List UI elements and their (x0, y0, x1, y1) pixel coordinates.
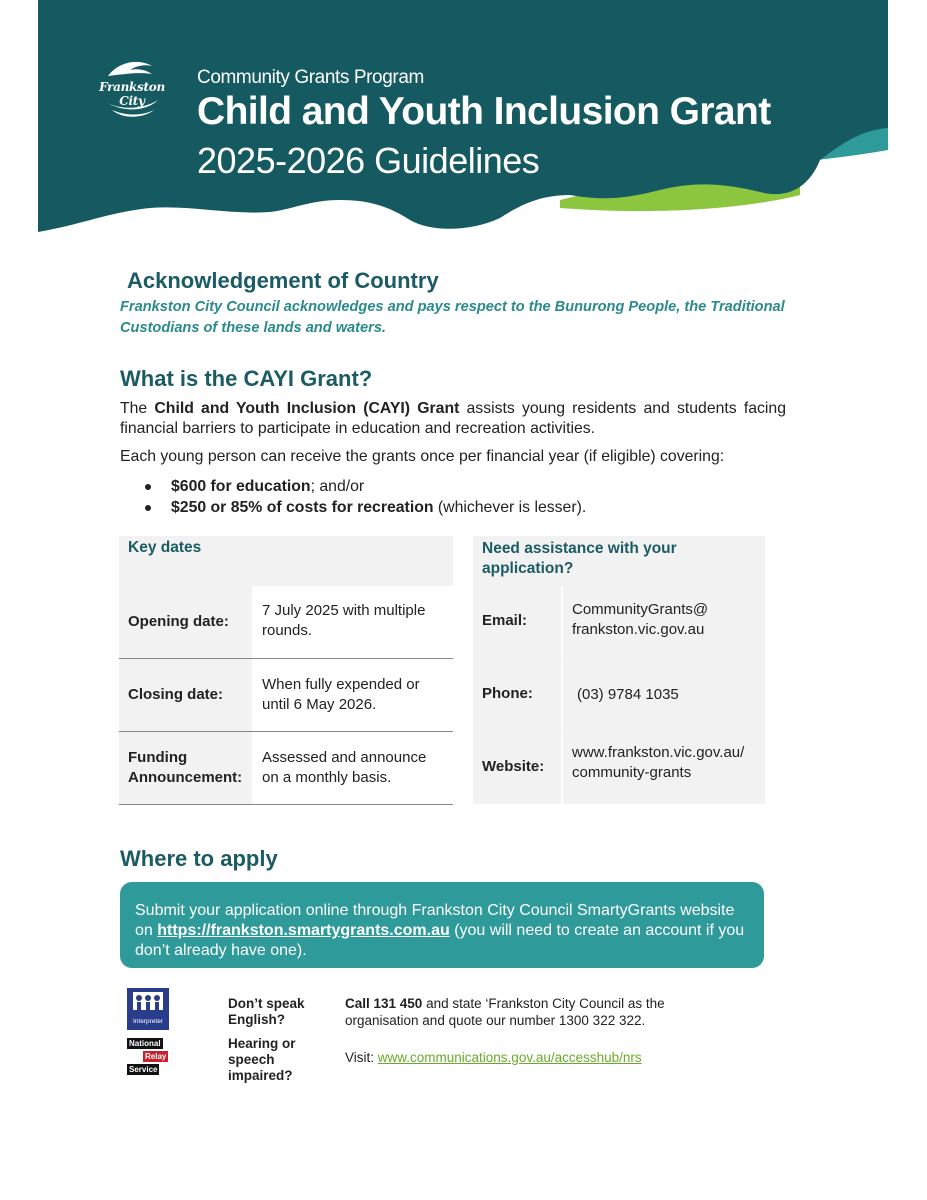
phone-label: Phone: (482, 685, 533, 702)
opening-date-label: Opening date: (128, 613, 229, 630)
non-english-label: Don’t speak English? (228, 996, 305, 1027)
grant-name: Child and Youth Inclusion (CAYI) Grant (154, 400, 460, 417)
acknowledgement-text: Frankston City Council acknowledges and pays respect to the Bunurong People, the Traditional Custodians of these lands and waters. (120, 299, 785, 336)
nrs-visit: Visit: www.communications.gov.au/accesshub/nrs (345, 1050, 642, 1065)
table-row (473, 586, 765, 658)
assistance-heading: Need assistance with your application? (482, 540, 677, 577)
page-subtitle: 2025-2026 Guidelines (197, 140, 540, 181)
smartygrants-link[interactable]: https://frankston.smartygrants.com.au (157, 922, 450, 939)
logo-text: Frankston City (99, 80, 165, 108)
table-row (119, 732, 453, 805)
table-row (119, 659, 453, 732)
table-row (473, 732, 765, 804)
website-label: Website: (482, 758, 545, 775)
page-title: Child and Youth Inclusion Grant (197, 90, 771, 133)
apply-text: Submit your application online through Frankston City Council SmartyGrants website on https://frankston.smartygrants.com.au (you will need to create an account if you don’t already have one). (135, 902, 745, 959)
phone-value: (03) 9784 1035 (577, 686, 679, 703)
apply-callout (120, 882, 764, 968)
interpreter-icon-label: Interpreter (133, 1018, 163, 1025)
frankston-city-logo (86, 58, 178, 130)
eligibility-text: Each young person can receive the grants once per financial year (if eligible) covering: (120, 448, 725, 465)
list-item: $600 for education; and/or (142, 476, 586, 497)
assistance-table (473, 536, 765, 804)
table-row (119, 586, 453, 659)
acknowledgement-heading: Acknowledgement of Country (127, 268, 439, 293)
interpreter-instructions: Call 131 450 and state ‘Frankston City Council as the organisation and quote our number 1300 322 322. (345, 996, 665, 1028)
hearing-impaired-label: Hearing or speech impaired? (228, 1036, 296, 1083)
nrs-link[interactable]: www.communications.gov.au/accesshub/nrs (377, 1050, 642, 1065)
funding-announcement-value: Assessed and announce on a monthly basis. (262, 749, 427, 786)
table-row (473, 659, 765, 731)
program-name: Community Grants Program (197, 67, 424, 88)
email-value[interactable]: CommunityGrants@ frankston.vic.gov.au (572, 601, 709, 638)
what-paragraph: The Child and Youth Inclusion (CAYI) Grant assists young residents and students facing financial barriers to participate in education and recreation activities. (120, 400, 786, 437)
website-value[interactable]: www.frankston.vic.gov.au/ community-grants (572, 744, 745, 781)
interpreter-icon (127, 988, 169, 1030)
list-item: $250 or 85% of costs for recreation (whichever is lesser). (142, 497, 586, 518)
key-dates-table (119, 536, 453, 804)
closing-date-label: Closing date: (128, 686, 224, 703)
closing-date-value: When fully expended or until 6 May 2026. (262, 676, 420, 713)
funding-announcement-label: Funding Announcement: (128, 749, 243, 786)
where-to-apply-heading: Where to apply (120, 846, 278, 871)
national-relay-service-icon: National Relay Service (129, 1039, 167, 1074)
opening-date-value: 7 July 2025 with multiple rounds. (262, 602, 426, 639)
email-label: Email: (482, 612, 528, 629)
header-banner (0, 0, 927, 240)
what-heading: What is the CAYI Grant? (120, 366, 373, 391)
grant-amount-list (142, 476, 586, 518)
key-dates-header: Key dates (119, 536, 453, 586)
